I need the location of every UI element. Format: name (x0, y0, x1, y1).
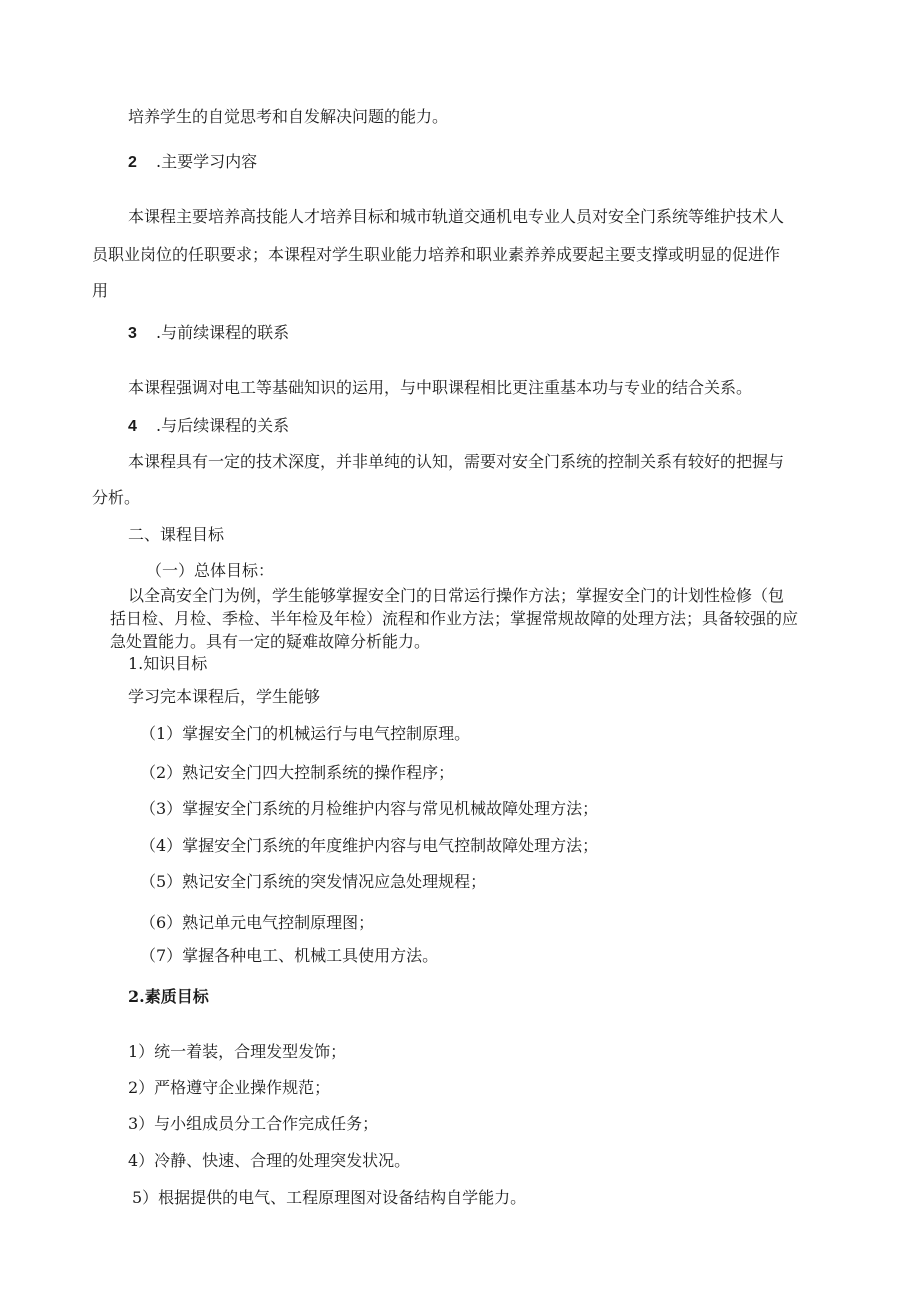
list-item: （1）掌握安全门的机械运行与电气控制原理。 (140, 724, 471, 743)
heading-3 (128, 323, 289, 344)
subsection-heading: （一）总体目标： (146, 561, 275, 580)
knowledge-heading: 1.知识目标 (128, 654, 208, 673)
paragraph-line: 本课程具有一定的技术深度，并非单纯的认知，需要对安全门系统的控制关系有较好的把握与 (128, 452, 785, 471)
list-item: 4）冷静、快速、合理的处理突发状况。 (128, 1151, 411, 1170)
paragraph-line: 培养学生的自觉思考和自发解决问题的能力。 (128, 107, 449, 126)
heading-text: .与后续课程的关系 (156, 416, 290, 435)
paragraph-line: 括日检、月检、季检、半年检及年检）流程和作业方法；掌握常规故障的处理方法；具备较强的应 (110, 609, 799, 628)
heading-2 (128, 152, 257, 173)
quality-heading: 2.素质目标 (128, 987, 209, 1006)
heading-number: 3 (128, 325, 137, 342)
heading-4 (128, 416, 289, 437)
heading-text: .与前续课程的联系 (156, 323, 290, 342)
list-item: （4）掌握安全门系统的年度维护内容与电气控制故障处理方法； (140, 836, 599, 855)
paragraph-line: 急处置能力。具有一定的疑难故障分析能力。 (110, 632, 431, 651)
paragraph-line: 以全高安全门为例，学生能够掌握安全门的日常运行操作方法；掌握安全门的计划性检修（包 (128, 586, 785, 605)
list-item: 3）与小组成员分工合作完成任务； (128, 1114, 379, 1133)
list-item: 5）根据提供的电气、工程原理图对设备结构自学能力。 (132, 1188, 527, 1207)
section-heading: 二、课程目标 (128, 525, 225, 544)
heading-number: 2 (128, 154, 137, 171)
list-item: （7）掌握各种电工、机械工具使用方法。 (140, 946, 439, 965)
list-item: （5）熟记安全门系统的突发情况应急处理规程； (140, 872, 487, 891)
list-item: 2）严格遵守企业操作规范； (128, 1078, 331, 1097)
list-item: （6）熟记单元电气控制原理图； (140, 913, 375, 932)
list-item: 1）统一着装，合理发型发饰； (128, 1042, 347, 1061)
paragraph-line: 学习完本课程后，学生能够 (128, 687, 321, 706)
paragraph-line: 用 (92, 281, 109, 300)
paragraph-line: 分析。 (92, 488, 141, 507)
heading-number: 4 (128, 418, 137, 435)
list-item: （3）掌握安全门系统的月检维护内容与常见机械故障处理方法； (140, 799, 599, 818)
paragraph-line: 本课程强调对电工等基础知识的运用，与中职课程相比更注重基本功与专业的结合关系。 (128, 378, 753, 397)
paragraph-line: 员职业岗位的任职要求；本课程对学生职业能力培养和职业素养养成要起主要支撑或明显的促进作 (92, 245, 781, 264)
list-item: （2）熟记安全门四大控制系统的操作程序； (140, 763, 455, 782)
paragraph-line: 本课程主要培养高技能人才培养目标和城市轨道交通机电专业人员对安全门系统等维护技术人 (128, 207, 785, 226)
heading-text: .主要学习内容 (156, 152, 258, 171)
